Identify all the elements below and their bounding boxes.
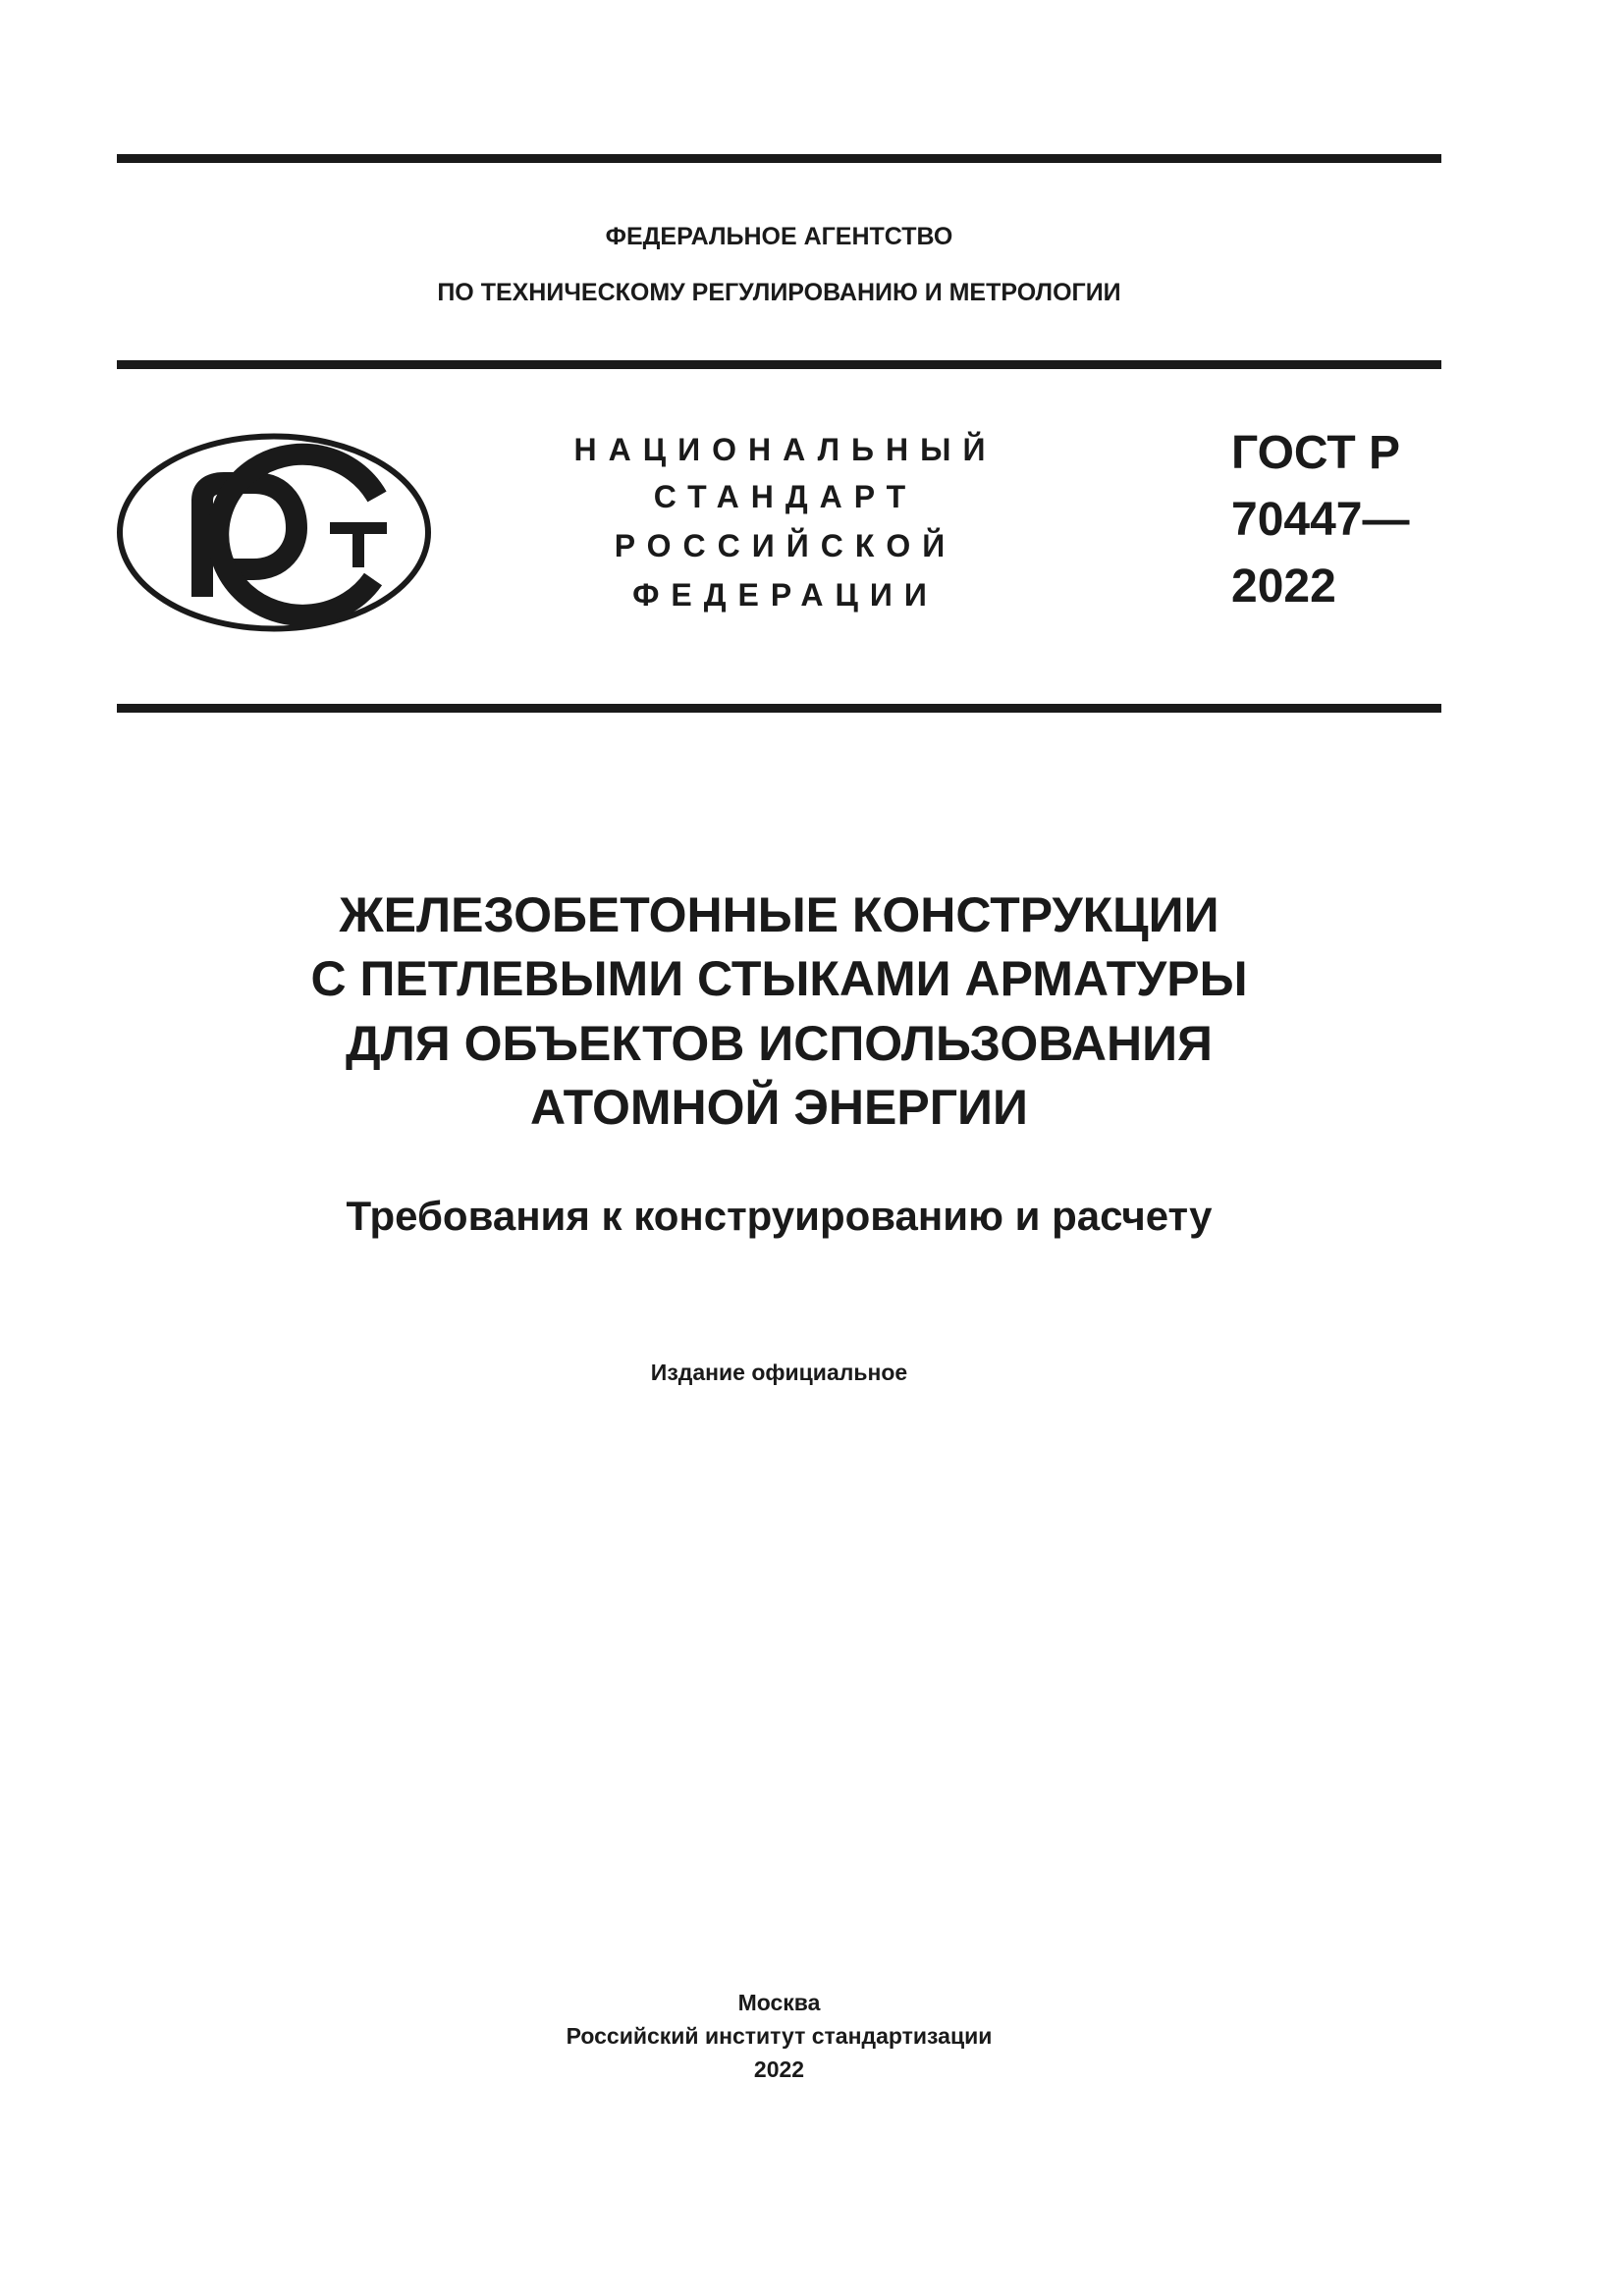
standard-type-line-1: НАЦИОНАЛЬНЫЙ — [573, 432, 998, 467]
standard-type-line-2: СТАНДАРТ — [653, 479, 918, 514]
document-subtitle: Требования к конструированию и расчету — [346, 1193, 1213, 1239]
standard-number-line-3: 2022 — [1231, 561, 1336, 613]
standard-type-line-4: ФЕДЕРАЦИИ — [632, 577, 939, 613]
publication-city: Москва — [737, 1990, 821, 2015]
standard-type-line-3: РОССИЙСКОЙ — [614, 528, 957, 563]
edition-note: Издание официальное — [650, 1360, 908, 1385]
agency-name-line-2: ПО ТЕХНИЧЕСКОМУ РЕГУЛИРОВАНИЮ И МЕТРОЛОГИИ — [437, 279, 1121, 306]
publisher-name: Российский институт стандартизации — [566, 2023, 993, 2049]
document-title-line-2: С ПЕТЛЕВЫМИ СТЫКАМИ АРМАТУРЫ — [310, 951, 1248, 1006]
standard-number-line-1: ГОСТ Р — [1231, 427, 1401, 479]
agency-name-line-1: ФЕДЕРАЛЬНОЕ АГЕНТСТВО — [605, 223, 953, 250]
document-title-line-4: АТОМНОЙ ЭНЕРГИИ — [530, 1080, 1028, 1135]
document-title-line-1: ЖЕЛЕЗОБЕТОННЫЕ КОНСТРУКЦИИ — [339, 887, 1219, 942]
document-title-line-3: ДЛЯ ОБЪЕКТОВ ИСПОЛЬЗОВАНИЯ — [346, 1016, 1213, 1071]
standard-number-line-2: 70447— — [1231, 494, 1410, 546]
publication-year: 2022 — [753, 2056, 805, 2082]
rst-logo-icon — [116, 432, 432, 633]
title-block-rule — [117, 704, 1441, 713]
top-rule — [117, 154, 1441, 163]
header-rule — [117, 360, 1441, 369]
